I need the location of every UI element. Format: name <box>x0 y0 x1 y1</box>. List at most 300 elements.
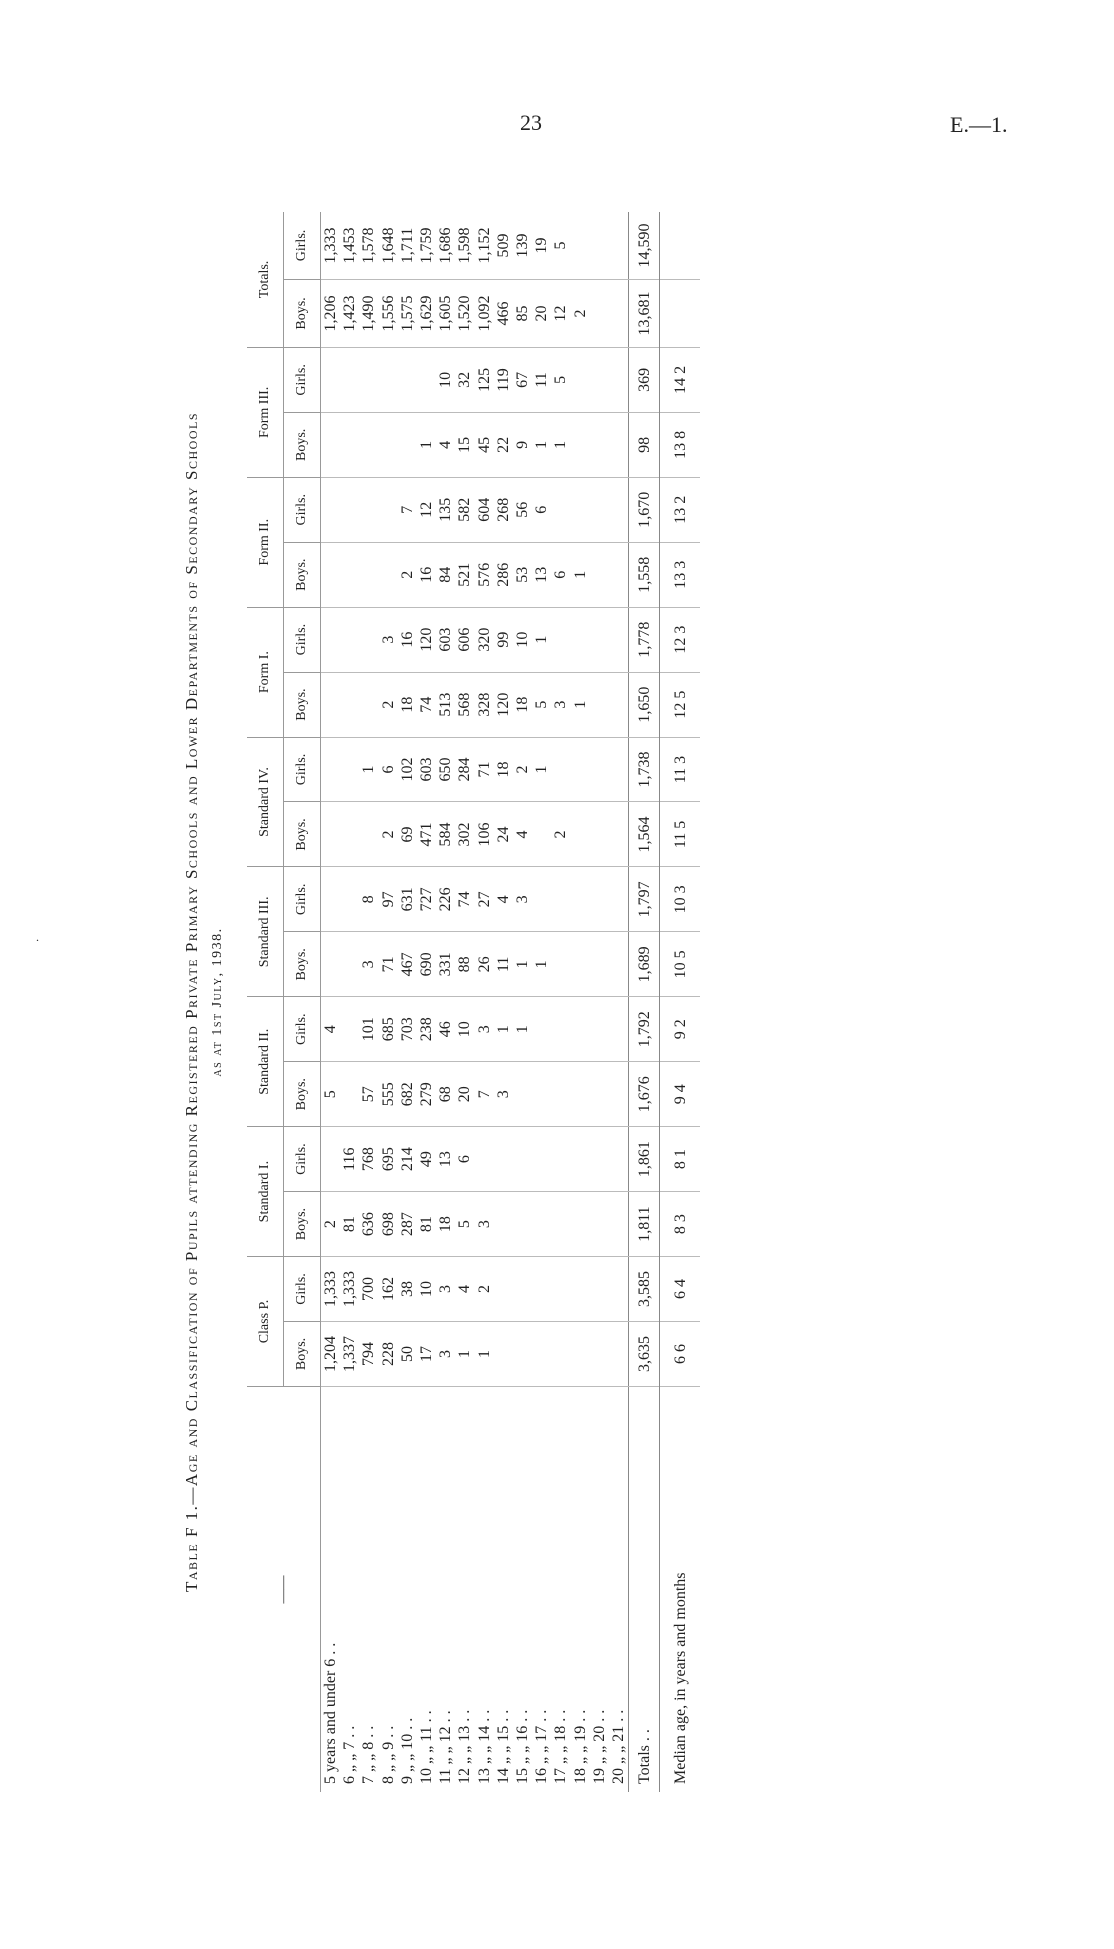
table-cell: 4 <box>321 997 341 1062</box>
table-cell: 102 <box>398 737 417 802</box>
table-cell: 320 <box>475 607 494 672</box>
table-cell <box>494 1322 513 1387</box>
table-row <box>455 212 474 1792</box>
table-cell: 286 <box>494 542 513 607</box>
table-cell: 50 <box>398 1322 417 1387</box>
table-cell: 38 <box>398 1257 417 1322</box>
table-cell: 6 <box>551 542 570 607</box>
table-row <box>359 212 378 1792</box>
table-cell: 3 <box>513 867 532 932</box>
table-cell: 8 3 <box>660 1192 701 1257</box>
table-cell <box>321 932 341 997</box>
table-cell: 582 <box>455 477 474 542</box>
table-cell: 14,590 <box>629 212 660 279</box>
table-cell <box>570 802 589 867</box>
table-cell: 6 <box>455 1127 474 1192</box>
row-label: 15 „ „ 16 . . <box>513 1709 531 1784</box>
table-cell: 97 <box>379 867 398 932</box>
table-cell: 268 <box>494 477 513 542</box>
row-label: Median age, in years and months <box>671 1572 689 1784</box>
table-cell <box>398 412 417 477</box>
table-cell: 302 <box>455 802 474 867</box>
table-cell: 5 <box>455 1192 474 1257</box>
table-cell <box>570 347 589 412</box>
median-row <box>660 212 701 1792</box>
girls-column-header: Girls. <box>284 867 321 932</box>
table-cell: 1,152 <box>475 212 494 279</box>
table-title: Table F 1.—Age and Classification of Pupils attending Registered Private Primary Schools and Lower Departments of Secondary Schools <box>182 412 201 1592</box>
table-cell: 106 <box>475 802 494 867</box>
table-cell: 8 <box>359 867 378 932</box>
row-label: 9 „ „ 10 . . <box>398 1717 416 1784</box>
table-cell <box>590 542 609 607</box>
table-cell <box>590 1192 609 1257</box>
table-cell: 2 <box>379 802 398 867</box>
table-cell: 555 <box>379 1062 398 1127</box>
table-cell: 2 <box>379 672 398 737</box>
table-cell: 1,811 <box>629 1192 660 1257</box>
table-cell: 1 <box>532 412 551 477</box>
table-cell: 162 <box>379 1257 398 1322</box>
table-cell <box>340 932 359 997</box>
table-cell: 1,689 <box>629 932 660 997</box>
table-cell <box>321 737 341 802</box>
table-cell <box>551 867 570 932</box>
table-cell: 604 <box>475 477 494 542</box>
table-cell: 3 <box>359 932 378 997</box>
table-cell <box>321 802 341 867</box>
table-cell: 24 <box>494 802 513 867</box>
table-cell <box>513 1192 532 1257</box>
table-cell <box>570 1062 589 1127</box>
table-cell: 9 2 <box>660 997 701 1062</box>
table-cell: 1,333 <box>321 1257 341 1322</box>
table-cell <box>570 997 589 1062</box>
table-cell <box>398 347 417 412</box>
table-row <box>379 212 398 1792</box>
table-cell: 99 <box>494 607 513 672</box>
table-cell: 49 <box>417 1127 436 1192</box>
table-cell: 15 <box>455 412 474 477</box>
table-cell <box>609 212 629 279</box>
table-cell <box>590 607 609 672</box>
table-cell <box>609 867 629 932</box>
table-cell: 1,556 <box>379 279 398 347</box>
table-cell <box>359 542 378 607</box>
table-cell: 636 <box>359 1192 378 1257</box>
boys-column-header: Boys. <box>284 1192 321 1257</box>
table-cell <box>590 802 609 867</box>
row-label: 17 „ „ 18 . . <box>552 1709 570 1784</box>
table-cell <box>340 412 359 477</box>
table-cell <box>570 1127 589 1192</box>
table-cell <box>609 347 629 412</box>
table-cell: 57 <box>359 1062 378 1127</box>
table-cell: 603 <box>417 737 436 802</box>
table-cell: 284 <box>455 737 474 802</box>
table-cell: 1 <box>570 542 589 607</box>
table-cell: 238 <box>417 997 436 1062</box>
table-cell: 11 5 <box>660 802 701 867</box>
group-header: Totals. <box>247 212 284 347</box>
table-cell <box>340 867 359 932</box>
table-cell: 119 <box>494 347 513 412</box>
table-cell: 120 <box>417 607 436 672</box>
table-cell: 1,337 <box>340 1322 359 1387</box>
table-row <box>494 212 513 1792</box>
table-cell: 27 <box>475 867 494 932</box>
table-cell: 1,792 <box>629 997 660 1062</box>
table-cell <box>532 997 551 1062</box>
age-classification-table <box>247 212 700 1792</box>
table-cell: 9 4 <box>660 1062 701 1127</box>
table-cell: 682 <box>398 1062 417 1127</box>
table-cell: 71 <box>379 932 398 997</box>
table-cell <box>551 1257 570 1322</box>
table-cell <box>321 607 341 672</box>
table-cell <box>340 802 359 867</box>
table-cell: 331 <box>436 932 455 997</box>
group-header: Standard I. <box>247 1127 284 1257</box>
table-cell: 12 5 <box>660 672 701 737</box>
table-cell <box>570 1322 589 1387</box>
table-row <box>436 212 455 1792</box>
row-label: 5 years and under 6 . . <box>322 1642 340 1784</box>
girls-column-header: Girls. <box>284 997 321 1062</box>
table-cell <box>551 932 570 997</box>
table-cell <box>590 347 609 412</box>
table-cell <box>609 737 629 802</box>
table-cell <box>321 672 341 737</box>
table-cell <box>609 1062 629 1127</box>
table-cell <box>590 1062 609 1127</box>
table-cell <box>532 802 551 867</box>
table-cell: 9 <box>513 412 532 477</box>
row-label: 14 „ „ 15 . . <box>494 1709 512 1784</box>
table-cell: 3 <box>475 997 494 1062</box>
table-cell: 4 <box>513 802 532 867</box>
table-cell: 5 <box>551 347 570 412</box>
table-cell <box>609 672 629 737</box>
table-cell: 11 3 <box>660 737 701 802</box>
table-cell <box>590 932 609 997</box>
table-cell: 568 <box>455 672 474 737</box>
row-label: 19 „ „ 20 . . <box>590 1709 608 1784</box>
table-cell: 1 <box>532 607 551 672</box>
group-header: Standard IV. <box>247 737 284 867</box>
table-cell: 12 3 <box>660 607 701 672</box>
table-cell <box>379 347 398 412</box>
table-cell: 13 3 <box>660 542 701 607</box>
table-cell: 5 <box>321 1062 341 1127</box>
table-cell: 1,738 <box>629 737 660 802</box>
table-cell <box>321 542 341 607</box>
table-cell <box>609 477 629 542</box>
table-row <box>321 212 341 1792</box>
table-cell: 10 <box>455 997 474 1062</box>
table-cell <box>359 412 378 477</box>
table-cell: 1,453 <box>340 212 359 279</box>
table-cell: 10 <box>513 607 532 672</box>
table-cell: 1,204 <box>321 1322 341 1387</box>
table-cell: 22 <box>494 412 513 477</box>
table-cell: 2 <box>398 542 417 607</box>
table-cell: 1 <box>494 997 513 1062</box>
table-cell: 695 <box>379 1127 398 1192</box>
table-row <box>590 212 609 1792</box>
table-cell: 1 <box>551 412 570 477</box>
girls-column-header: Girls. <box>284 347 321 412</box>
table-cell <box>590 1257 609 1322</box>
group-header: Standard II. <box>247 997 284 1127</box>
table-cell <box>660 212 701 279</box>
table-cell <box>570 477 589 542</box>
table-cell: 56 <box>513 477 532 542</box>
row-label: 8 „ „ 9 . . <box>379 1725 397 1784</box>
table-cell <box>590 997 609 1062</box>
table-cell: 16 <box>417 542 436 607</box>
table-cell: 4 <box>455 1257 474 1322</box>
table-cell <box>551 1062 570 1127</box>
table-cell: 45 <box>475 412 494 477</box>
table-cell: 1,092 <box>475 279 494 347</box>
table-cell: 3 <box>494 1062 513 1127</box>
table-cell: 5 <box>551 212 570 279</box>
table-cell: 698 <box>379 1192 398 1257</box>
table-cell: 228 <box>379 1322 398 1387</box>
table-cell <box>609 997 629 1062</box>
table-cell <box>551 1127 570 1192</box>
table-cell: 18 <box>494 737 513 802</box>
boys-column-header: Boys. <box>284 542 321 607</box>
table-cell: 7 <box>398 477 417 542</box>
table-cell <box>570 867 589 932</box>
table-cell: 1 <box>570 672 589 737</box>
table-cell: 10 <box>417 1257 436 1322</box>
page-number: 23 <box>520 110 542 135</box>
table-cell: 17 <box>417 1322 436 1387</box>
table-cell: 521 <box>455 542 474 607</box>
table-cell <box>513 1127 532 1192</box>
girls-column-header: Girls. <box>284 1257 321 1322</box>
table-cell <box>570 607 589 672</box>
table-cell <box>340 672 359 737</box>
table-cell <box>609 607 629 672</box>
table-cell <box>321 477 341 542</box>
table-cell: 1 <box>359 737 378 802</box>
table-cell: 2 <box>551 802 570 867</box>
table-cell: 88 <box>455 932 474 997</box>
table-cell: 1,861 <box>629 1127 660 1192</box>
group-header: Class P. <box>247 1257 284 1387</box>
table-cell: 13 <box>436 1127 455 1192</box>
table-cell <box>570 1257 589 1322</box>
table-cell: 1,490 <box>359 279 378 347</box>
table-cell: 1,558 <box>629 542 660 607</box>
table-cell: 13 2 <box>660 477 701 542</box>
girls-column-header: Girls. <box>284 212 321 279</box>
table-cell <box>359 802 378 867</box>
table-cell: 513 <box>436 672 455 737</box>
table-cell <box>590 672 609 737</box>
table-cell: 12 <box>551 279 570 347</box>
table-cell: 13,681 <box>629 279 660 347</box>
table-cell: 125 <box>475 347 494 412</box>
table-cell <box>532 1062 551 1127</box>
table-cell <box>340 347 359 412</box>
table-cell <box>359 347 378 412</box>
table-cell: 4 <box>494 867 513 932</box>
table-cell: 1 <box>475 1322 494 1387</box>
table-cell <box>609 1322 629 1387</box>
table-body <box>321 212 701 1792</box>
table-cell: 727 <box>417 867 436 932</box>
table-cell <box>340 1062 359 1127</box>
table-cell <box>590 737 609 802</box>
group-header: Form III. <box>247 347 284 477</box>
table-cell: 2 <box>513 737 532 802</box>
table-cell: 1,778 <box>629 607 660 672</box>
table-cell: 98 <box>629 412 660 477</box>
group-header-row <box>247 212 284 1792</box>
table-cell: 12 <box>417 477 436 542</box>
table-cell: 768 <box>359 1127 378 1192</box>
table-cell: 46 <box>436 997 455 1062</box>
table-cell: 20 <box>455 1062 474 1127</box>
table-cell: 11 <box>494 932 513 997</box>
table-cell: 135 <box>436 477 455 542</box>
row-label: 13 „ „ 14 . . <box>475 1709 493 1784</box>
group-header: Standard III. <box>247 867 284 997</box>
table-cell: 1,206 <box>321 279 341 347</box>
table-cell: 18 <box>436 1192 455 1257</box>
table-cell: 6 6 <box>660 1322 701 1387</box>
row-label: 18 „ „ 19 . . <box>571 1709 589 1784</box>
group-header: Form II. <box>247 477 284 607</box>
table-cell: 794 <box>359 1322 378 1387</box>
girls-column-header: Girls. <box>284 477 321 542</box>
table-cell: 509 <box>494 212 513 279</box>
table-cell: 3 <box>551 672 570 737</box>
table-cell: 16 <box>398 607 417 672</box>
table-cell: 1 <box>455 1322 474 1387</box>
row-label: 7 „ „ 8 . . <box>360 1725 378 1784</box>
table-cell: 603 <box>436 607 455 672</box>
table-cell <box>609 1192 629 1257</box>
table-cell <box>475 1127 494 1192</box>
table-cell: 576 <box>475 542 494 607</box>
table-cell: 6 4 <box>660 1257 701 1322</box>
table-cell: 1 <box>532 737 551 802</box>
table-cell: 18 <box>513 672 532 737</box>
table-row <box>570 212 589 1792</box>
table-cell: 1 <box>417 412 436 477</box>
table-cell: 84 <box>436 542 455 607</box>
table-cell <box>532 867 551 932</box>
table-cell: 1,520 <box>455 279 474 347</box>
table-cell <box>321 347 341 412</box>
table-cell <box>321 412 341 477</box>
table-subtitle: as at 1st July, 1938. <box>210 927 225 1077</box>
boys-column-header: Boys. <box>284 1062 321 1127</box>
table-cell: 68 <box>436 1062 455 1127</box>
table-cell: 1,423 <box>340 279 359 347</box>
table-cell: 1,797 <box>629 867 660 932</box>
table-cell <box>609 279 629 347</box>
table-cell: 26 <box>475 932 494 997</box>
table-cell: 71 <box>475 737 494 802</box>
table-cell: 1,686 <box>436 212 455 279</box>
table-cell: 328 <box>475 672 494 737</box>
table-cell <box>494 1192 513 1257</box>
table-cell <box>590 212 609 279</box>
table-cell <box>570 932 589 997</box>
table-cell: 1,676 <box>629 1062 660 1127</box>
table-cell <box>551 477 570 542</box>
table-cell: 631 <box>398 867 417 932</box>
table-cell: 369 <box>629 347 660 412</box>
table-cell <box>532 1257 551 1322</box>
table-cell <box>551 997 570 1062</box>
row-label: 20 „ „ 21 . . <box>609 1709 627 1784</box>
table-cell <box>494 1127 513 1192</box>
table-row <box>513 212 532 1792</box>
table-cell: 4 <box>436 412 455 477</box>
table-cell <box>379 412 398 477</box>
table-cell: 18 <box>398 672 417 737</box>
table-cell <box>590 867 609 932</box>
table-cell: 7 <box>475 1062 494 1127</box>
table-cell: 1,648 <box>379 212 398 279</box>
table-cell: 67 <box>513 347 532 412</box>
table-cell: 53 <box>513 542 532 607</box>
table-cell <box>379 542 398 607</box>
table-cell: 6 <box>532 477 551 542</box>
boys-column-header: Boys. <box>284 802 321 867</box>
table-cell <box>570 212 589 279</box>
table-cell <box>513 1062 532 1127</box>
table-cell: 101 <box>359 997 378 1062</box>
table-cell: 1 <box>513 932 532 997</box>
table-cell: 139 <box>513 212 532 279</box>
table-cell: 1,575 <box>398 279 417 347</box>
table-cell <box>532 1192 551 1257</box>
table-cell: 1,564 <box>629 802 660 867</box>
table-cell <box>609 932 629 997</box>
table-cell: 1,629 <box>417 279 436 347</box>
table-cell <box>570 412 589 477</box>
row-label: 10 „ „ 11 . . <box>418 1710 436 1784</box>
boys-column-header: Boys. <box>284 279 321 347</box>
table-cell: 1,711 <box>398 212 417 279</box>
table-cell: 606 <box>455 607 474 672</box>
table-cell: 10 5 <box>660 932 701 997</box>
table-cell: 650 <box>436 737 455 802</box>
table-cell: 703 <box>398 997 417 1062</box>
table-cell <box>590 279 609 347</box>
table-cell: 116 <box>340 1127 359 1192</box>
table-cell <box>513 1257 532 1322</box>
table-cell <box>551 737 570 802</box>
table-cell: 74 <box>417 672 436 737</box>
table-cell <box>494 1257 513 1322</box>
table-cell: 13 <box>532 542 551 607</box>
table-cell <box>551 607 570 672</box>
table-cell: 81 <box>340 1192 359 1257</box>
girls-column-header: Girls. <box>284 1127 321 1192</box>
table-cell: 5 <box>532 672 551 737</box>
table-cell: 467 <box>398 932 417 997</box>
